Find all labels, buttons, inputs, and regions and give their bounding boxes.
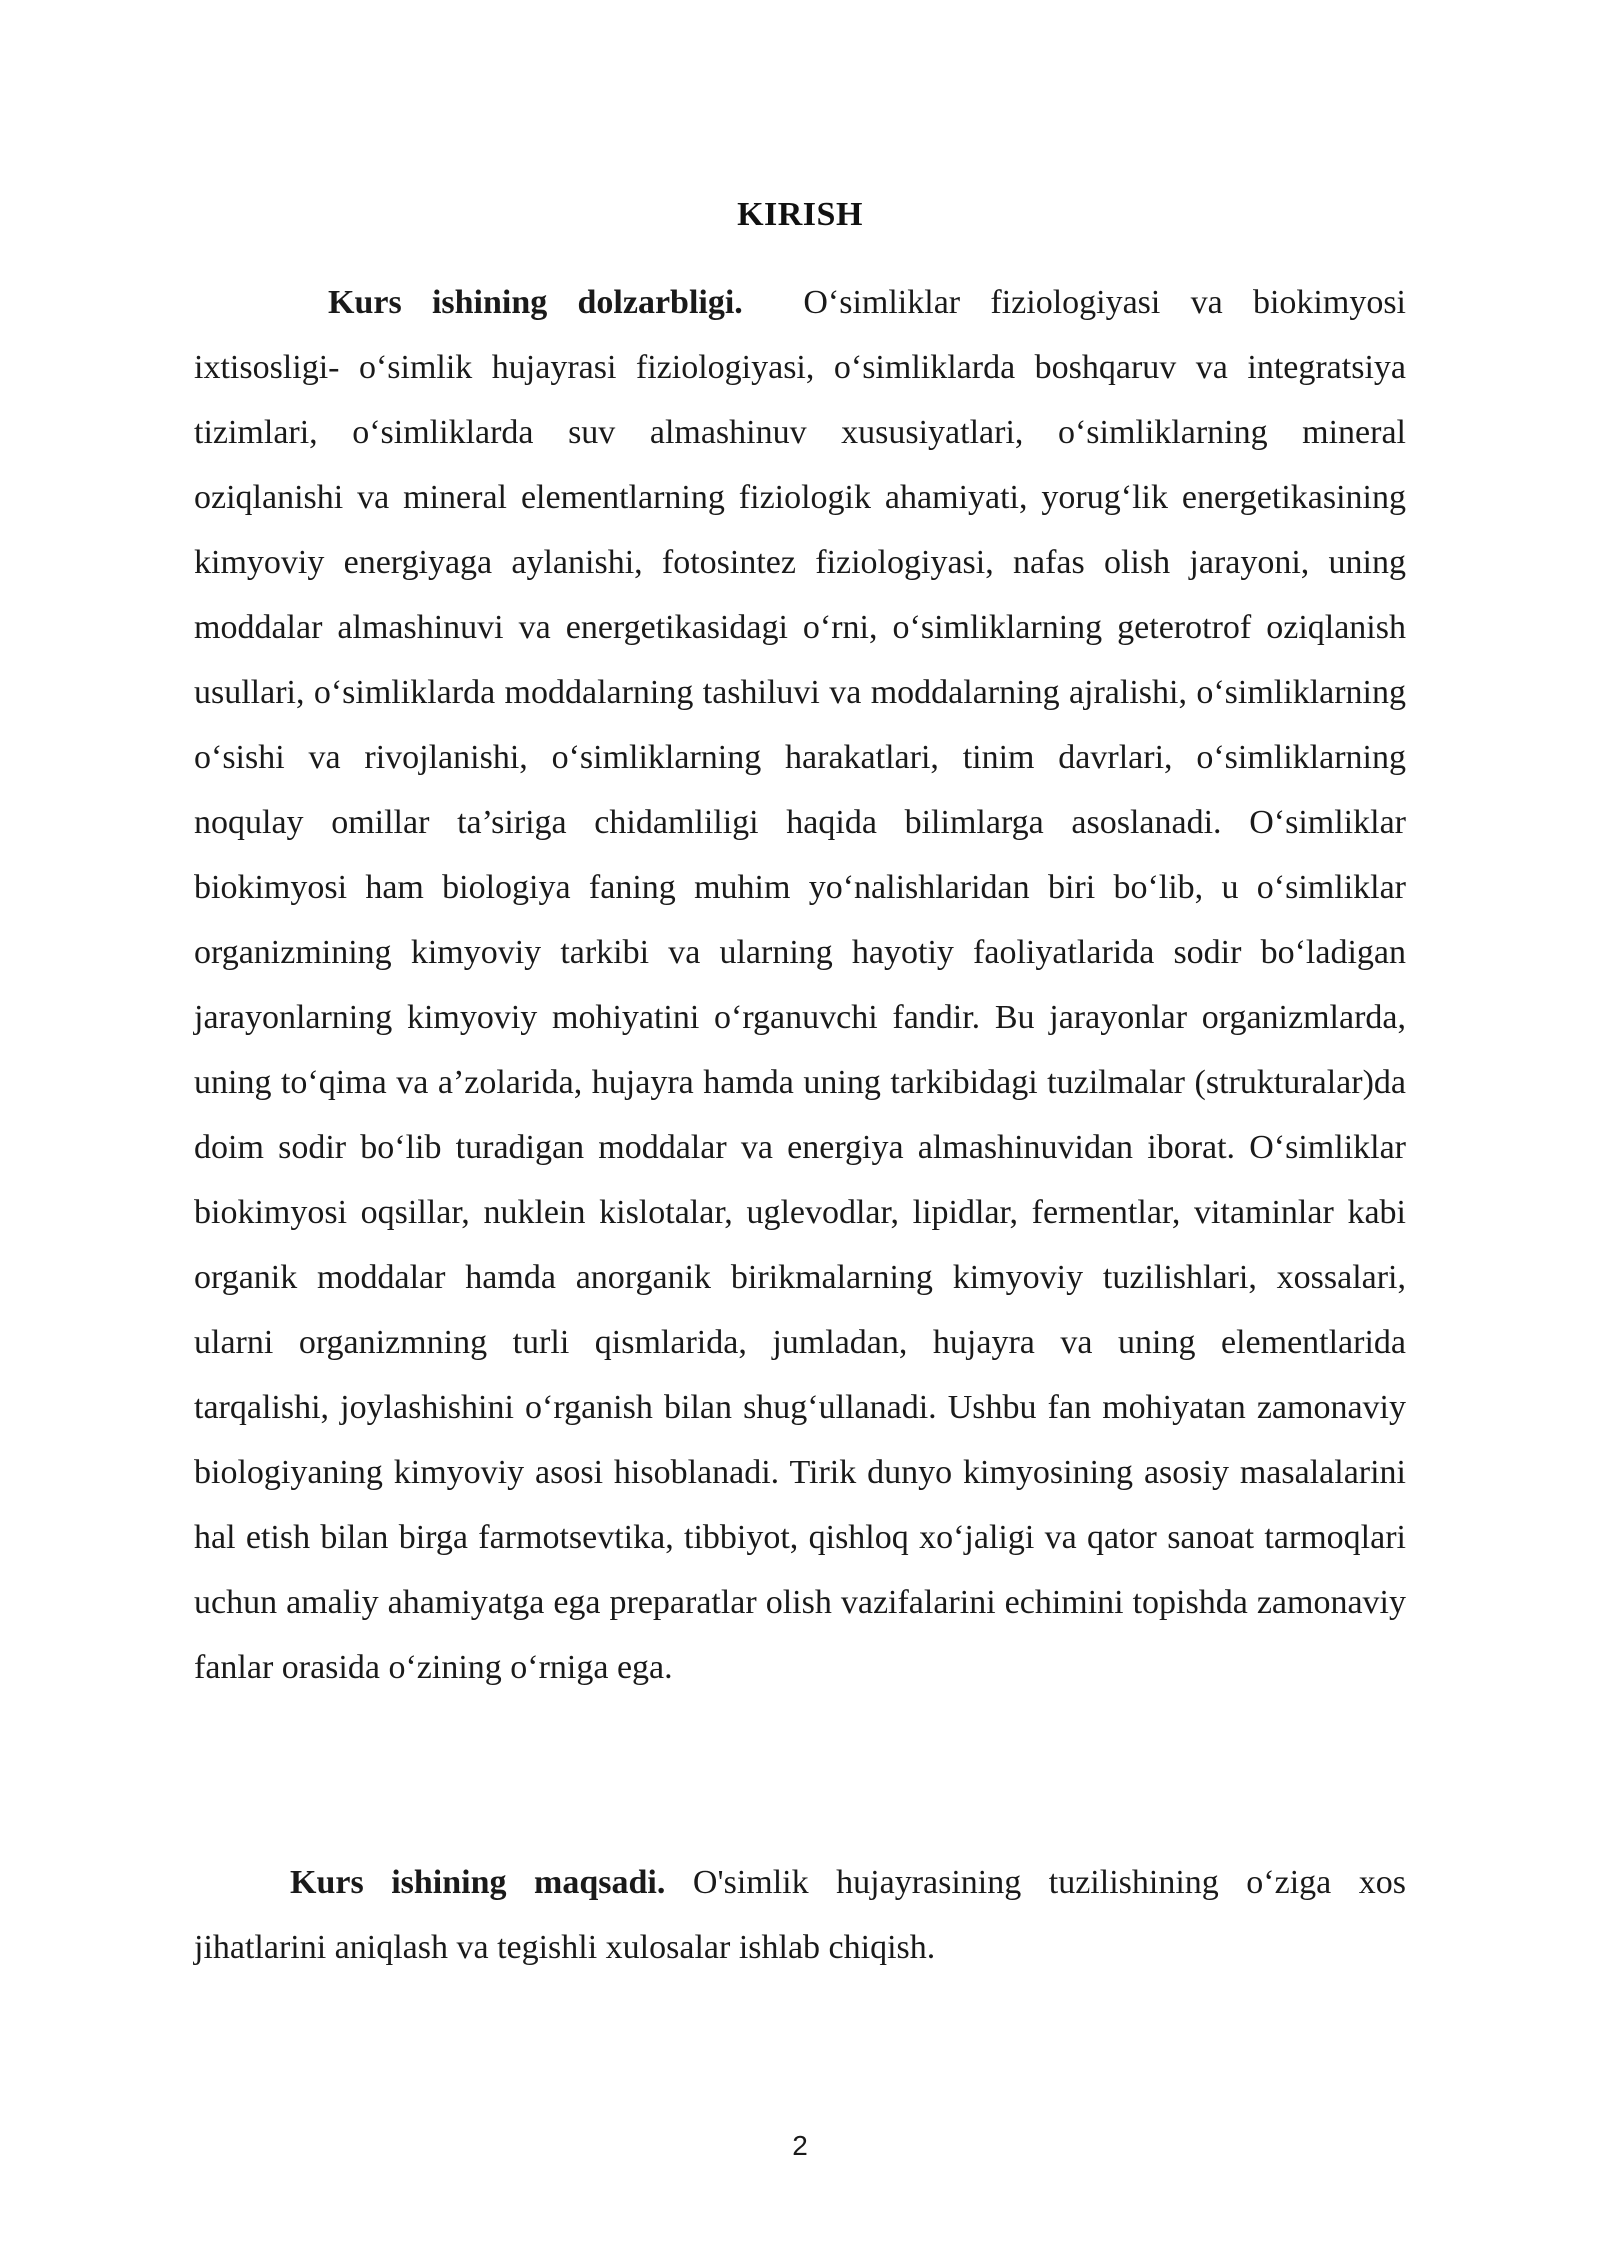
paragraph-relevance	[194, 270, 1406, 1700]
paragraph-body-goal: O'simlik hujayrasining tuzilishining o‘ziga xos jihatlarini aniqlash va tegishli xulosalar ishlab chiqish.	[194, 1864, 1407, 1966]
section-title: KIRISH	[737, 196, 863, 233]
page-number: 2	[792, 2130, 808, 2161]
paragraph-body-relevance: O‘simliklar fiziologiyasi va biokimyosi ixtisosligi- o‘simlik hujayrasi fiziologiyasi, o‘simliklarda boshqaruv va integratsiya tizimlari, o‘simliklarda suv almashinuv xususiyatlari, o‘simliklarning mineral oziqlanishi va mineral elementlarning fiziologik ahamiyati, yorug‘lik energetikasining kimyoviy energiyaga aylanishi, fotosintez fiziologiyasi, nafas olish jarayoni, uning moddalar almashinuvi va energetikasidagi o‘rni, o‘simliklarning geterotrof oziqlanish usullari, o‘simliklarda moddalarning tashiluvi va moddalarning ajralishi, o‘simliklarning o‘sishi va rivojlanishi, o‘simliklarning harakatlari, tinim davrlari, o‘simliklarning noqulay omillar ta’siriga chidamliligi haqida bilimlarga asoslanadi. O‘simliklar biokimyosi ham biologiya faning muhim yo‘nalishlaridan biri bo‘lib, u o‘simliklar organizmining kimyoviy tarkibi va ularning hayotiy faoliyatlarida sodir bo‘ladigan jarayonlarning kimyoviy mohiyatini o‘rganuvchi fandir. Bu jarayonlar organizmlarda, uning to‘qima va a’zolarida, hujayra hamda uning tarkibidagi tuzilmalar (strukturalar)da doim sodir bo‘lib turadigan moddalar va energiya almashinuvidan iborat. O‘simliklar biokimyosi oqsillar, nuklein kislotalar, uglevodlar, lipidlar, fermentlar, vitaminlar kabi organik moddalar hamda anorganik birikmalarning kimyoviy tuzilishlari, xossalari, ularni organizmning turli qismlarida, jumladan, hujayra va uning elementlarida tarqalishi, joylashishini o‘rganish bilan shug‘ullanadi. Ushbu fan mohiyatan zamonaviy biologiyaning kimyoviy asosi hisoblanadi. Tirik dunyo kimyosining asosiy masalalarini hal etish bilan birga farmotsevtika, tibbiyot, qishloq xo‘jaligi va qator sanoat tarmoqlari uchun amaliy ahamiyatga ega preparatlar olish vazifalarini echimini topishda zamonaviy fanlar orasida o‘zining o‘rniga ega.	[194, 284, 1407, 1686]
paragraph-lead-goal: Kurs ishining maqsadi.	[290, 1864, 666, 1901]
paragraph-goal	[194, 1850, 1406, 1980]
paragraph-lead-relevance: Kurs ishining dolzarbligi.	[328, 284, 743, 321]
